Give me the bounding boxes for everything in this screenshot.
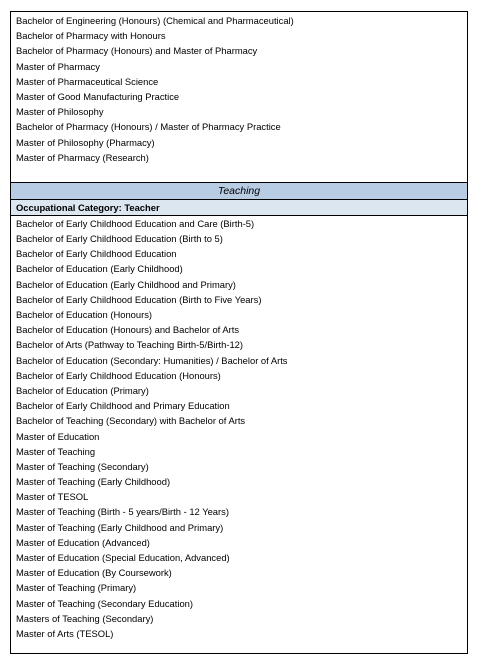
course-item: Bachelor of Teaching (Secondary) with Bachelor of Arts xyxy=(16,415,246,427)
course-item: Bachelor of Early Childhood Education xyxy=(16,248,177,260)
course-item: Master of Philosophy (Pharmacy) xyxy=(16,136,155,148)
course-item: Master of Teaching (Primary) xyxy=(16,582,137,594)
course-item: Bachelor of Education (Honours) and Bachelor of Arts xyxy=(16,324,240,336)
course-item: Bachelor of Early Childhood Education (Birth to 5) xyxy=(16,233,223,245)
course-item: Bachelor of Education (Primary) xyxy=(16,384,149,396)
course-item: Masters of Teaching (Secondary) xyxy=(16,612,154,624)
course-item: Bachelor of Early Childhood Education and Care (Birth-5) xyxy=(16,217,255,229)
course-item: Master of Education xyxy=(16,430,100,442)
course-item: Bachelor of Early Childhood Education (Honours) xyxy=(16,369,221,381)
course-item: Master of Pharmaceutical Science xyxy=(16,75,159,87)
course-item: Master of TESOL xyxy=(16,491,89,503)
pharmacy-course-list xyxy=(11,12,467,165)
course-item: Bachelor of Pharmacy (Honours) / Master of Pharmacy Practice xyxy=(16,121,281,133)
course-item: Bachelor of Engineering (Honours) (Chemical and Pharmaceutical) xyxy=(16,15,294,26)
course-item: Master of Philosophy xyxy=(16,106,104,118)
blank-row xyxy=(11,165,467,182)
course-item: Master of Education (Advanced) xyxy=(16,536,150,548)
course-item: Bachelor of Pharmacy (Honours) and Master of Pharmacy xyxy=(16,45,258,57)
course-item: Bachelor of Education (Early Childhood and Primary) xyxy=(16,278,236,290)
course-item: Master of Pharmacy xyxy=(16,60,100,72)
course-item: Master of Teaching xyxy=(16,445,96,457)
occupational-category: Occupational Category: Teacher xyxy=(11,200,467,216)
course-item: Master of Teaching (Secondary Education) xyxy=(16,597,194,609)
course-item: Master of Education (Special Education, Advanced) xyxy=(16,552,230,563)
course-item: Master of Teaching (Birth - 5 years/Birth - 12 Years) xyxy=(16,506,229,518)
course-item: Master of Good Manufacturing Practice xyxy=(16,90,180,102)
course-item: Master of Education (By Coursework) xyxy=(16,567,172,579)
course-item: Bachelor of Education (Secondary: Humanities) / Bachelor of Arts xyxy=(16,354,288,366)
course-item: Master of Teaching (Early Childhood and Primary) xyxy=(16,521,224,533)
course-item: Master of Teaching (Early Childhood) xyxy=(16,476,171,488)
course-item: Bachelor of Education (Honours) xyxy=(16,309,153,320)
course-item: Bachelor of Education (Early Childhood) xyxy=(16,263,183,275)
course-item: Master of Teaching (Secondary) xyxy=(16,460,149,472)
course-item: Bachelor of Pharmacy with Honours xyxy=(16,30,166,42)
section-header-teaching: Teaching xyxy=(11,182,467,200)
course-item: Bachelor of Arts (Pathway to Teaching Birth-5/Birth-12) xyxy=(16,339,244,351)
teaching-course-list xyxy=(11,216,467,641)
course-item: Bachelor of Early Childhood and Primary Education xyxy=(16,400,230,412)
course-table xyxy=(10,11,468,654)
course-item: Master of Arts (TESOL) xyxy=(16,627,114,639)
course-item: Bachelor of Early Childhood Education (Birth to Five Years) xyxy=(16,293,262,305)
course-item: Master of Pharmacy (Research) xyxy=(16,151,149,163)
